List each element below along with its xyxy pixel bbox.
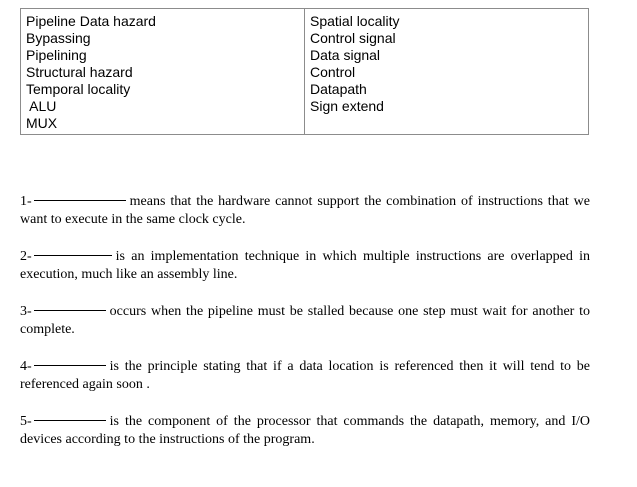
question-number: 4- <box>20 359 32 374</box>
question-text: means that the hardware cannot support the combination of instructions that we want to execute in the same clock cycle. <box>20 194 590 227</box>
answer-blank[interactable] <box>34 255 112 256</box>
question-list <box>20 193 590 468</box>
term-bank-table <box>20 8 589 135</box>
term-item: Control signal <box>310 30 396 46</box>
term-item: Control <box>310 64 356 80</box>
answer-blank[interactable] <box>34 365 106 366</box>
question-text: is an implementation technique in which multiple instructions are overlapped in execution, much like an assembly line. <box>20 249 590 282</box>
question-item <box>20 193 590 229</box>
question-number: 3- <box>20 304 32 319</box>
question-number: 5- <box>20 414 32 429</box>
answer-blank[interactable] <box>34 310 106 311</box>
question-text: is the principle stating that if a data location is referenced then it will tend to be referenced again soon . <box>20 359 590 392</box>
term-bank-right-column <box>305 9 588 134</box>
question-text: occurs when the pipeline must be stalled because one step must wait for another to complete. <box>20 304 590 337</box>
term-item: Sign extend <box>310 98 384 114</box>
answer-blank[interactable] <box>34 420 106 421</box>
term-item: MUX <box>26 115 58 131</box>
term-item: Bypassing <box>26 30 91 46</box>
question-item <box>20 413 590 449</box>
term-item: ALU <box>26 98 57 114</box>
question-text: is the component of the processor that commands the datapath, memory, and I/O devices according to the instructions of the program. <box>20 414 590 447</box>
term-item: Spatial locality <box>310 13 400 29</box>
term-item: Datapath <box>310 81 367 97</box>
question-number: 1- <box>20 194 32 209</box>
answer-blank[interactable] <box>34 200 126 201</box>
question-item <box>20 248 590 284</box>
term-item: Pipeline Data hazard <box>26 13 156 29</box>
term-item: Structural hazard <box>26 64 133 80</box>
question-item <box>20 358 590 394</box>
term-bank-left-column <box>21 9 305 134</box>
term-item: Data signal <box>310 47 381 63</box>
question-number: 2- <box>20 249 32 264</box>
question-item <box>20 303 590 339</box>
term-item: Pipelining <box>26 47 87 63</box>
term-item: Temporal locality <box>26 81 131 97</box>
